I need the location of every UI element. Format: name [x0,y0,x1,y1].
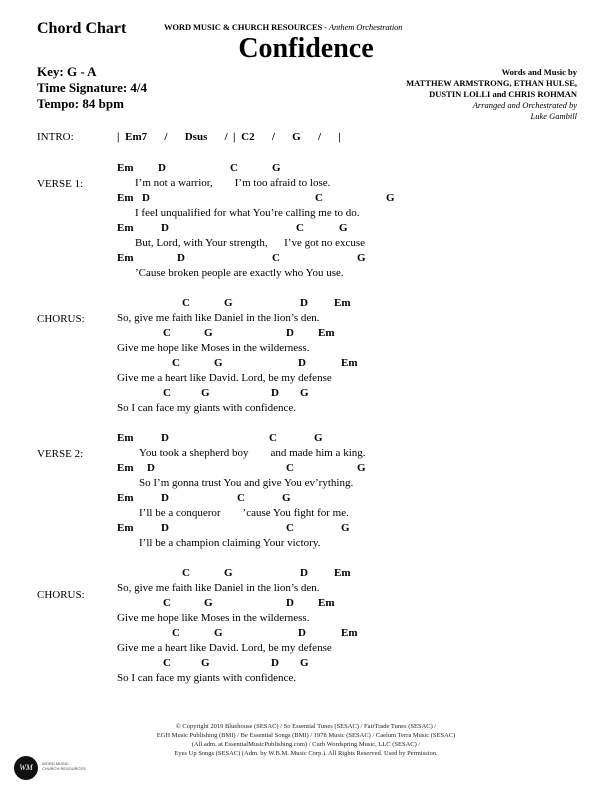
chord: G [224,567,233,579]
chord: Em [117,192,134,204]
chord: C [163,597,171,609]
lyric-line: So I can face my giants with confidence. [117,402,296,414]
lyric-line: ’Cause broken people are exactly who You use. [135,267,344,279]
chord: D [271,387,279,399]
chord: D [300,297,308,309]
chord: C [172,627,180,639]
logo-line-2: CHURCH RESOURCES [42,766,86,771]
credits-authors-1: MATTHEW ARMSTRONG, ETHAN HULSE, [406,78,577,88]
lyric-line: So I’m gonna trust You and give You ev’rything. [139,477,354,489]
chord: D [298,627,306,639]
doc-type-label: Chord Chart [37,20,127,37]
publisher-subtitle: Anthem Orchestration [328,22,403,32]
chord: C [163,657,171,669]
chord: Em [117,252,134,264]
publisher-name: WORD MUSIC & CHURCH RESOURCES - [164,22,329,32]
chord: G [282,492,291,504]
intro-label: INTRO: [37,131,74,143]
chord: Em [117,432,134,444]
copyright-footer [0,722,612,758]
song-key: Key: G - A [37,64,97,79]
chord: G [357,462,366,474]
chord: D [142,192,150,204]
copyright-line-3: (All adm. at EssentialMusicPublishing.com) / Curb Wordspring Music, LLC (SESAC) / [191,741,421,748]
lyric-line: Give me a heart like David. Lord, be my defense [117,372,332,384]
chord: C [296,222,304,234]
chord: C [163,387,171,399]
chord: C [315,192,323,204]
chord: D [161,522,169,534]
chord: G [204,597,213,609]
song-title: Confidence [238,33,374,64]
chord: G [341,522,350,534]
chord: G [339,222,348,234]
logo-text [42,761,86,771]
lyric-line: Give me hope like Moses in the wilderness. [117,342,310,354]
chord: G [300,387,309,399]
credits-arranger: Luke Gambill [530,111,577,121]
chord: C [163,327,171,339]
credits-words-music-label: Words and Music by [501,67,577,77]
intro-bar-2: | C2 / G / | [233,131,341,143]
credits-block [406,67,577,122]
chorus-2-label: CHORUS: [37,589,85,601]
chord: Em [334,567,351,579]
chord: C [230,162,238,174]
chord: G [357,252,366,264]
chord: Em [341,627,358,639]
chord: D [177,252,185,264]
lyric-line: You took a shepherd boy and made him a king. [139,447,366,459]
chord: G [386,192,395,204]
copyright-line-4: Eyes Up Songs (SESAC) (Adm. by W.B.M. Music Corp.). All Rights Reserved. Used by Permission. [174,750,438,757]
chord: C [182,567,190,579]
lyric-line: So I can face my giants with confidence. [117,672,296,684]
chord: Em [117,162,134,174]
chord: D [286,327,294,339]
lyric-line: Give me a heart like David. Lord, be my defense [117,642,332,654]
time-signature: Time Signature: 4/4 [37,80,148,95]
chord: G [314,432,323,444]
chord: G [201,387,210,399]
chord: Em [117,462,134,474]
credits-authors-2: DUSTIN LOLLI and CHRIS ROHMAN [429,89,577,99]
chord: C [286,522,294,534]
lyric-line: I’m not a warrior, I’m too afraid to lose. [135,177,331,189]
chord: D [161,432,169,444]
chord: D [286,597,294,609]
chord: G [300,657,309,669]
chord: G [214,357,223,369]
chord: C [269,432,277,444]
chord: G [214,627,223,639]
chord: C [172,357,180,369]
chord: D [147,462,155,474]
word-music-logo-icon: WM [14,756,38,780]
chord: Em [318,597,335,609]
lyric-line: So, give me faith like Daniel in the lion’s den. [117,582,320,594]
chord: G [204,327,213,339]
chord: D [158,162,166,174]
chord: C [182,297,190,309]
chord: G [224,297,233,309]
lyric-line: But, Lord, with Your strength, I’ve got no excuse [135,237,366,249]
lyric-line: So, give me faith like Daniel in the lion’s den. [117,312,320,324]
verse-2-label: VERSE 2: [37,448,84,460]
chord: Em [117,522,134,534]
chorus-1-label: CHORUS: [37,313,85,325]
lyric-line: I’ll be a champion claiming Your victory. [139,537,321,549]
tempo: Tempo: 84 bpm [37,96,124,111]
lyric-line: Give me hope like Moses in the wilderness. [117,612,310,624]
chord: G [201,657,210,669]
chord: D [271,657,279,669]
copyright-line-1: © Copyright 2019 Bluehouse (SESAC) / So Essential Tunes (SESAC) / FairTrade Tunes (SESAC) / [175,723,437,730]
chord: Em [117,492,134,504]
logo-line-1: WORD MUSIC [42,761,69,766]
lyric-line: I feel unqualified for what You’re calling me to do. [135,207,360,219]
chord: G [272,162,281,174]
chord: D [161,492,169,504]
verse-1-label: VERSE 1: [37,178,84,190]
publisher-line [164,22,402,32]
intro-bar-1: | Em7 / Dsus / [117,131,228,143]
chord: D [298,357,306,369]
chord: C [272,252,280,264]
chord: D [300,567,308,579]
chord: Em [117,222,134,234]
chord: D [161,222,169,234]
chord: Em [341,357,358,369]
lyric-line: I’ll be a conqueror ’cause You fight for me. [139,507,349,519]
chord: C [286,462,294,474]
copyright-line-2: EGH Music Publishing (BMI) / Be Essential Songs (BMI) / 1978 Music (SESAC) / Caelum Terra Music (SESAC) [156,732,456,739]
chord: Em [318,327,335,339]
credits-arranged-label: Arranged and Orchestrated by [472,100,577,110]
chord: Em [334,297,351,309]
chord: C [237,492,245,504]
